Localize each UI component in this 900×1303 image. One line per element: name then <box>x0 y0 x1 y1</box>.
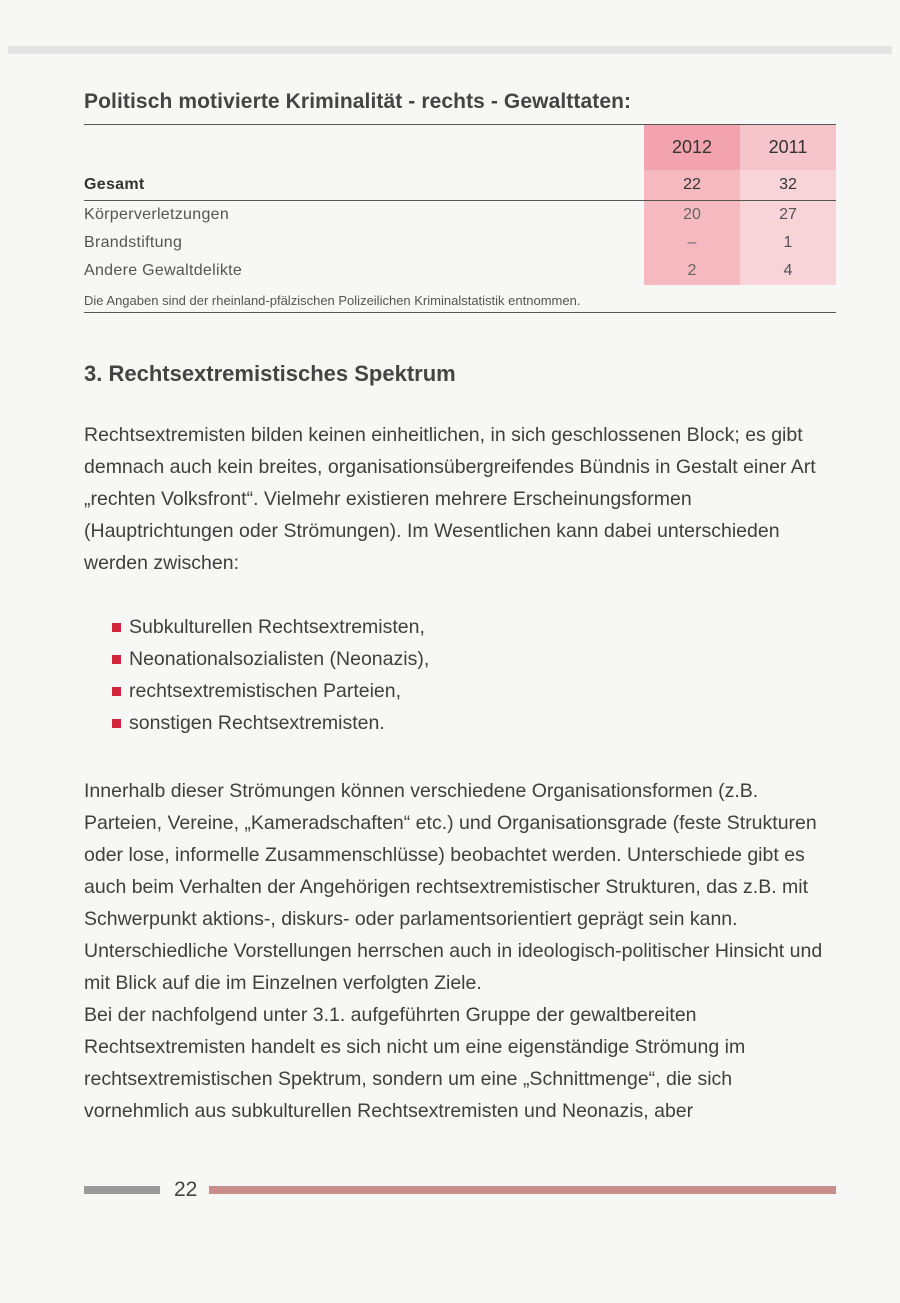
bullet-square-icon <box>112 655 121 664</box>
cell-2012: 20 <box>644 201 740 230</box>
list-item <box>112 675 836 707</box>
cell-2012: – <box>644 229 740 257</box>
section-heading: 3. Rechtsextremistisches Spektrum <box>84 361 456 386</box>
table-row <box>84 229 836 257</box>
cell-2011: 4 <box>740 257 836 285</box>
row-label: Körperverletzungen <box>84 206 230 223</box>
row-label: Andere Gewaltdelikte <box>84 262 243 279</box>
footer-bar-right <box>209 1186 836 1194</box>
crime-statistics-table <box>84 125 836 285</box>
row-label: Gesamt <box>84 170 644 201</box>
list-item <box>112 611 836 643</box>
page-number: 22 <box>174 1178 198 1201</box>
table-source-note: Die Angaben sind der rheinland-pfälzischen Polizeilichen Kriminalstatistik entnommen. <box>84 293 836 313</box>
table-header-row <box>84 125 836 170</box>
cell-2011: 27 <box>740 201 836 230</box>
list-item-text: rechtsextremistischen Parteien, <box>129 680 402 702</box>
list-item-text: Neonationalsozialisten (Neonazis), <box>129 648 430 670</box>
table-row <box>84 201 836 230</box>
list-item-text: sonstigen Rechtsextremisten. <box>129 712 385 734</box>
bullet-list <box>112 611 836 739</box>
cell-2011: 32 <box>740 170 836 201</box>
table-row-total <box>84 170 836 201</box>
cell-2012: 2 <box>644 257 740 285</box>
header-year-2012: 2012 <box>644 125 740 170</box>
bullet-square-icon <box>112 687 121 696</box>
list-item <box>112 643 836 675</box>
page-footer <box>84 1178 836 1202</box>
cell-2011: 1 <box>740 229 836 257</box>
body-paragraph: Innerhalb dieser Strömungen können verschiedene Organisationsformen (z.B. Parteien, Vereine, „Kameradschaften“ etc.) und Organisationsgrade (feste Strukturen oder lose, informelle Zusammenschlüsse) beobachtet werden. Unterschiede gibt es auch beim Verhalten der Angehörigen rechtsextremistischer Strukturen, das z.B. mit Schwerpunkt aktions-, diskurs- oder parlamentsorientiert geprägt sein kann. Unterschiedliche Vorstellungen herrschen auch in ideologisch-politischer Hinsicht und mit Blick auf die im Einzelnen verfolgten Ziele. <box>84 780 823 994</box>
page-content <box>84 90 836 1127</box>
bullet-square-icon <box>112 623 121 632</box>
row-label: Brandstiftung <box>84 234 183 251</box>
cell-2012: 22 <box>644 170 740 201</box>
top-rule <box>8 46 892 54</box>
crime-table-wrapper <box>84 124 836 285</box>
table-title: Politisch motivierte Kriminalität - rechts - Gewalttaten: <box>84 90 632 113</box>
list-item-text: Subkulturellen Rechtsextremisten, <box>129 616 425 638</box>
table-row <box>84 257 836 285</box>
body-paragraph: Bei der nachfolgend unter 3.1. aufgeführten Gruppe der gewaltbereiten Rechtsextremisten handelt es sich nicht um eine eigenständige Strömung im rechtsextremistischen Spektrum, sondern um eine „Schnittmenge“, die sich vornehmlich aus subkulturellen Rechtsextremisten und Neonazis, aber <box>84 1004 746 1122</box>
footer-bar-left <box>84 1186 160 1194</box>
bullet-square-icon <box>112 719 121 728</box>
list-item <box>112 707 836 739</box>
intro-paragraph: Rechtsextremisten bilden keinen einheitlichen, in sich geschlossenen Block; es gibt demnach auch kein breites, organisationsübergreifendes Bündnis in Gestalt einer Art „rechten Volksfront“. Vielmehr existieren mehrere Erscheinungsformen (Hauptrichtungen oder Strömungen). Im Wesentlichen kann dabei unterschieden werden zwischen: <box>84 424 816 574</box>
header-year-2011: 2011 <box>740 125 836 170</box>
header-spacer <box>84 125 644 170</box>
